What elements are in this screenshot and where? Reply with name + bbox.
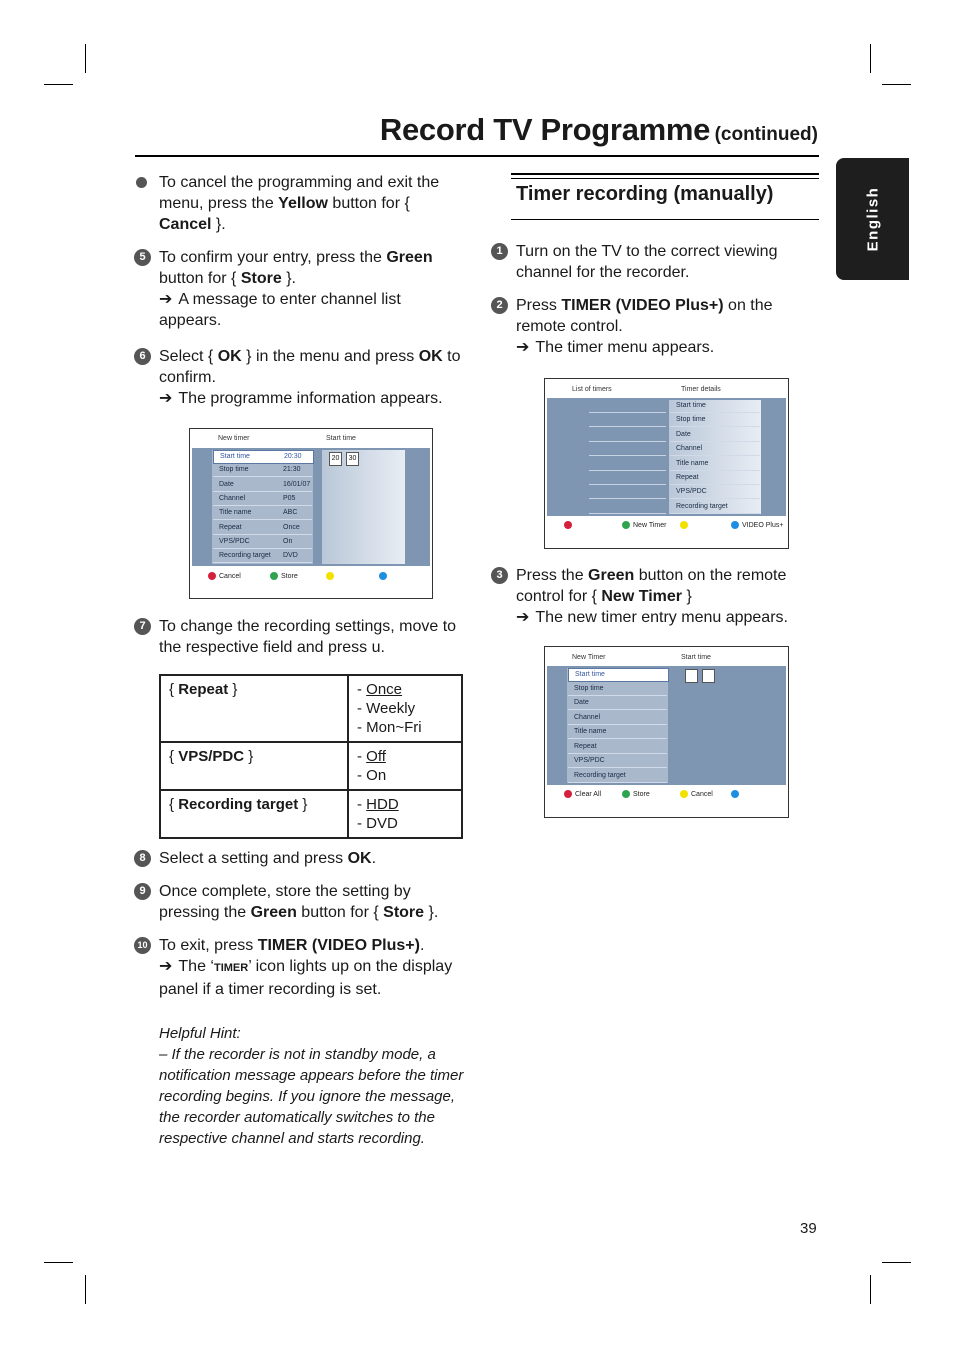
remote-color-button	[270, 572, 298, 580]
screen-heading: List of timers	[572, 386, 612, 393]
step-9-text: Once complete, store the setting by pressing the Green button for { Store }.	[159, 883, 439, 921]
new-timer-screen	[189, 428, 433, 599]
field-label: VPS/PDC	[676, 488, 707, 496]
color-dot-icon	[680, 521, 688, 529]
timer-field-row[interactable]	[670, 429, 760, 442]
timer-field-row[interactable]	[568, 683, 667, 696]
field-label: Recording target	[676, 502, 728, 510]
crop-mark	[882, 1262, 911, 1263]
arrow-icon: ➔	[159, 291, 173, 308]
remote-color-button	[731, 790, 742, 798]
section-heading: Timer recording (manually)	[516, 183, 774, 205]
field-label: Stop time	[676, 416, 706, 424]
option-values-cell	[348, 742, 462, 790]
options-table	[159, 674, 463, 839]
step-2-text: Press TIMER (VIDEO Plus+) on the remote control. ➔ The timer menu appears.	[516, 297, 773, 356]
step-3-text: Press the Green button on the remote control for { New Timer } ➔ The new timer entry menu appears.	[516, 567, 788, 626]
hint-body: – If the recorder is not in standby mode, a notification message appears before the timer recording begins. If you ignore the message, the recorder automatically switches to the respective channel and starts recording.	[159, 1046, 464, 1147]
remote-color-button	[564, 790, 601, 798]
option-value: - Once	[357, 681, 403, 698]
field-label: Stop time	[574, 684, 604, 692]
step-7-text: To change the recording settings, move to the respective field and press u.	[159, 618, 457, 656]
step-5-text: To confirm your entry, press the Green button for { Store }. ➔ A message to enter channel list appears.	[159, 249, 433, 329]
button-label: Store	[281, 572, 298, 580]
timer-setting-row[interactable]	[213, 493, 312, 506]
timer-field-row[interactable]	[670, 501, 760, 514]
screen-heading: New timer	[218, 435, 250, 442]
setting-label: Stop time	[219, 466, 249, 474]
option-row	[160, 790, 462, 838]
option-value: - Off	[357, 748, 386, 765]
arrow-icon: ➔	[159, 958, 173, 975]
page-title-continued: (continued)	[714, 124, 818, 145]
screen-heading: Start time	[326, 435, 356, 442]
remote-color-button	[379, 572, 390, 580]
language-tab	[836, 158, 909, 280]
color-dot-icon	[270, 572, 278, 580]
field-label: Start time	[676, 402, 706, 409]
crop-mark	[882, 84, 911, 85]
timer-setting-row[interactable]	[213, 507, 312, 520]
setting-label: Start time	[220, 453, 250, 460]
step-number: 5	[134, 249, 151, 266]
setting-label: VPS/PDC	[219, 537, 250, 545]
setting-value: 21:30	[283, 466, 301, 474]
setting-label: Title name	[219, 509, 252, 517]
timer-list-slot[interactable]	[589, 426, 666, 427]
step-10-text: To exit, press TIMER (VIDEO Plus+). ➔ The ‘TIMER’ icon lights up on the display panel if a timer recording is set.	[159, 937, 453, 998]
timer-field-row[interactable]	[568, 726, 667, 739]
button-label: Store	[633, 790, 650, 798]
screen-heading: Timer details	[681, 386, 721, 393]
crop-mark	[85, 44, 86, 73]
option-row	[160, 742, 462, 790]
timer-setting-row[interactable]	[213, 536, 312, 549]
title-rule	[135, 155, 819, 157]
timer-list-slot[interactable]	[589, 484, 666, 485]
timer-field-row[interactable]	[670, 486, 760, 499]
step-6-text: Select { OK } in the menu and press OK to confirm. ➔ The programme information appears.	[159, 348, 461, 407]
bullet-icon	[136, 177, 147, 188]
minute-box	[702, 669, 715, 683]
timer-field-row[interactable]	[568, 668, 669, 682]
setting-label: Recording target	[219, 552, 271, 560]
option-name-cell: { Recording target }	[160, 790, 348, 838]
screen-heading: New Timer	[572, 654, 606, 661]
button-label: VIDEO Plus+	[742, 521, 784, 529]
setting-value: 20:30	[284, 453, 302, 460]
option-name-cell: { Repeat }	[160, 675, 348, 742]
remote-color-button	[622, 790, 650, 798]
remote-color-button	[564, 521, 575, 529]
field-label: Title name	[676, 459, 709, 467]
option-name: VPS/PDC	[178, 748, 245, 765]
setting-label: Repeat	[219, 523, 242, 531]
crop-mark	[44, 1262, 73, 1263]
timer-field-row[interactable]	[568, 755, 667, 768]
timer-setting-row[interactable]	[213, 450, 314, 464]
crop-mark	[870, 44, 871, 73]
preview-area	[322, 450, 405, 564]
color-dot-icon	[622, 521, 630, 529]
step-number: 7	[134, 618, 151, 635]
page-title-main: Record TV Programme	[379, 112, 711, 147]
hour-box: 20	[329, 452, 342, 466]
timer-setting-row[interactable]	[213, 522, 312, 535]
step-number: 9	[134, 883, 151, 900]
button-label: New Timer	[633, 521, 667, 529]
step-number: 10	[134, 937, 151, 954]
timer-list-slot[interactable]	[589, 441, 666, 442]
helpful-hint	[159, 1023, 464, 1149]
step-number: 6	[134, 348, 151, 365]
timer-field-row[interactable]	[568, 697, 667, 710]
timer-field-row[interactable]	[568, 712, 667, 725]
color-dot-icon	[208, 572, 216, 580]
arrow-icon: ➔	[516, 339, 530, 356]
button-label: Clear All	[575, 790, 602, 798]
step-number: 1	[491, 243, 508, 260]
remote-color-button	[622, 521, 666, 529]
crop-mark	[85, 1275, 86, 1304]
color-dot-icon	[564, 521, 572, 529]
option-value: - DVD	[357, 815, 398, 832]
color-dot-icon	[379, 572, 387, 580]
step-number: 3	[491, 567, 508, 584]
arrow-icon: ➔	[516, 609, 530, 626]
option-values-cell	[348, 675, 462, 742]
field-label: Date	[574, 699, 589, 706]
remote-color-button	[326, 572, 337, 580]
timer-field-row[interactable]	[670, 472, 760, 485]
setting-value: 16/01/07	[283, 480, 311, 488]
timer-setting-row[interactable]	[213, 550, 312, 563]
color-dot-icon	[326, 572, 334, 580]
field-label: VPS/PDC	[574, 757, 605, 764]
timer-setting-row[interactable]	[213, 479, 312, 492]
setting-value: ABC	[283, 509, 298, 517]
option-row	[160, 675, 462, 742]
field-label: Repeat	[676, 474, 699, 481]
timer-list-slot[interactable]	[589, 513, 666, 514]
option-values-cell	[348, 790, 462, 838]
hour-box	[685, 669, 698, 683]
timer-field-row[interactable]	[670, 414, 760, 427]
heading-rule-top	[511, 173, 819, 175]
field-label: Date	[676, 430, 691, 438]
option-value: - On	[357, 767, 387, 784]
setting-value: Once	[283, 523, 300, 531]
timer-field-row[interactable]	[670, 400, 760, 413]
color-dot-icon	[564, 790, 572, 798]
option-name: Recording target	[178, 796, 299, 813]
color-dot-icon	[731, 521, 739, 529]
remote-color-button	[680, 521, 691, 529]
minute-box: 30	[346, 452, 359, 466]
language-tab-label: English	[864, 186, 881, 252]
option-value: - HDD	[357, 796, 399, 813]
timer-list-screen	[544, 378, 789, 549]
field-label: Start time	[575, 671, 605, 678]
hint-title: Helpful Hint:	[159, 1025, 241, 1042]
new-timer-entry-screen	[544, 646, 789, 818]
timer-field-row[interactable]	[568, 770, 667, 783]
field-label: Recording target	[574, 771, 626, 779]
setting-value: On	[283, 537, 293, 545]
cancel-instruction: To cancel the programming and exit the menu, press the Yellow button for { Cancel }.	[159, 174, 440, 233]
timer-list-slot[interactable]	[589, 455, 666, 456]
step-number: 2	[491, 297, 508, 314]
option-value: - Weekly	[357, 700, 416, 717]
option-value: - Mon~Fri	[357, 719, 422, 736]
timer-list-slot[interactable]	[589, 470, 666, 471]
field-label: Channel	[574, 713, 601, 721]
timer-field-row[interactable]	[568, 741, 667, 754]
option-name: Repeat	[178, 681, 229, 698]
button-label: Cancel	[219, 572, 241, 580]
step-1-text: Turn on the TV to the correct viewing channel for the recorder.	[516, 243, 778, 281]
setting-value: P05	[283, 494, 296, 502]
color-dot-icon	[680, 790, 688, 798]
field-label: Title name	[574, 728, 607, 735]
field-label: Channel	[676, 445, 703, 453]
heading-rule-top-thin	[511, 178, 819, 179]
remote-color-button	[731, 521, 783, 529]
remote-color-button	[208, 572, 241, 580]
option-name-cell: { VPS/PDC }	[160, 742, 348, 790]
timer-list-slot[interactable]	[589, 498, 666, 499]
screen-heading: Start time	[681, 654, 711, 661]
setting-label: Channel	[219, 494, 246, 502]
page-title	[380, 112, 818, 148]
timer-setting-row[interactable]	[213, 464, 312, 477]
remote-color-button	[680, 790, 713, 798]
timer-field-row[interactable]	[670, 443, 760, 456]
step-number: 8	[134, 850, 151, 867]
setting-value: DVD	[283, 552, 298, 560]
timer-field-row[interactable]	[670, 458, 760, 471]
color-dot-icon	[731, 790, 739, 798]
page-number: 39	[800, 1220, 817, 1237]
crop-mark	[870, 1275, 871, 1304]
crop-mark	[44, 84, 73, 85]
field-label: Repeat	[574, 742, 597, 750]
timer-list-slot[interactable]	[589, 412, 666, 413]
step-8-text: Select a setting and press OK.	[159, 850, 377, 867]
color-dot-icon	[622, 790, 630, 798]
button-label: Cancel	[691, 790, 713, 798]
arrow-icon: ➔	[159, 390, 173, 407]
setting-label: Date	[219, 480, 234, 488]
heading-rule-bottom	[511, 219, 819, 220]
